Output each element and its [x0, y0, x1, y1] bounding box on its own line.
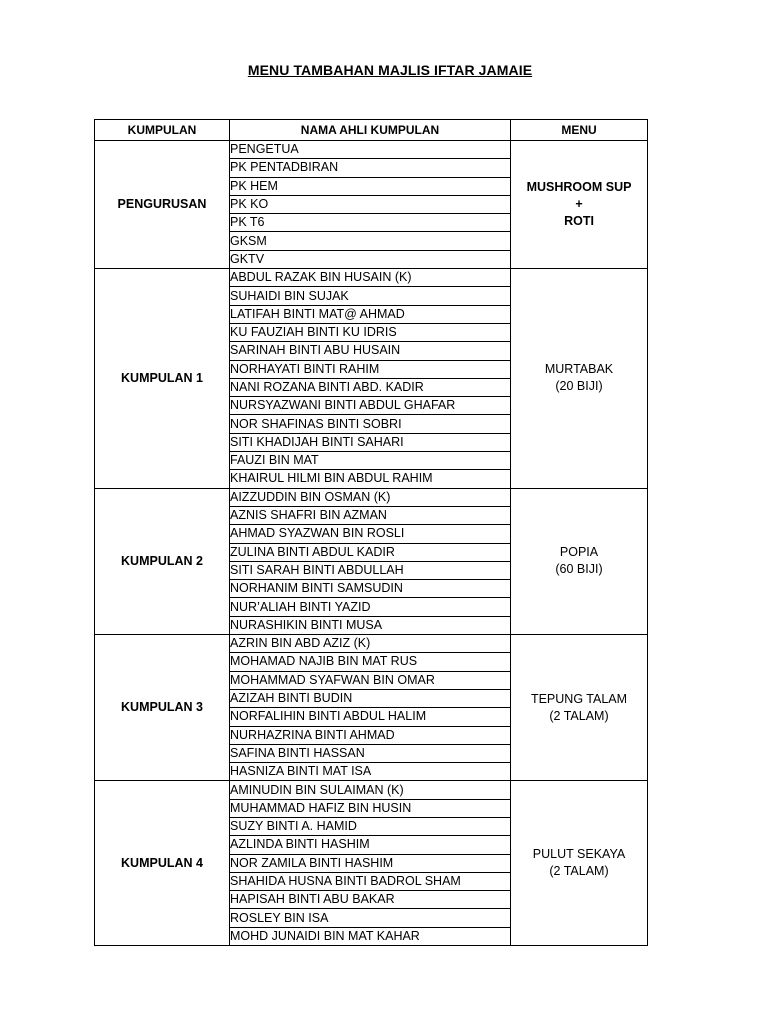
menu-item — [511, 488, 648, 634]
menu-line: PULUT SEKAYA — [532, 847, 626, 862]
member-name: FAUZI BIN MAT — [230, 452, 511, 470]
menu-line: MUSHROOM SUP — [526, 180, 632, 195]
member-name: NORHANIM BINTI SAMSUDIN — [230, 580, 511, 598]
member-name: SITI KHADIJAH BINTI SAHARI — [230, 433, 511, 451]
member-name: AZRIN BIN ABD AZIZ (K) — [230, 635, 511, 653]
member-name: AMINUDIN BIN SULAIMAN (K) — [230, 781, 511, 799]
member-name: AZIZAH BINTI BUDIN — [230, 689, 511, 707]
member-name: SARINAH BINTI ABU HUSAIN — [230, 342, 511, 360]
member-name: PK KO — [230, 195, 511, 213]
member-name: AZNIS SHAFRI BIN AZMAN — [230, 506, 511, 524]
member-name: AZLINDA BINTI HASHIM — [230, 836, 511, 854]
member-name: SAFINA BINTI HASSAN — [230, 744, 511, 762]
member-name: SITI SARAH BINTI ABDULLAH — [230, 561, 511, 579]
member-name: HAPISAH BINTI ABU BAKAR — [230, 891, 511, 909]
member-name: PK HEM — [230, 177, 511, 195]
table-body — [95, 141, 648, 946]
group-name: KUMPULAN 2 — [95, 488, 230, 634]
header-group: KUMPULAN — [95, 120, 230, 141]
member-name: MOHAMMAD SYAFWAN BIN OMAR — [230, 671, 511, 689]
menu-item — [511, 781, 648, 946]
member-name: AHMAD SYAZWAN BIN ROSLI — [230, 525, 511, 543]
menu-table — [94, 119, 648, 946]
menu-item — [511, 141, 648, 269]
member-name: NANI ROZANA BINTI ABD. KADIR — [230, 378, 511, 396]
menu-line: + — [575, 197, 583, 212]
menu-line: TEPUNG TALAM — [530, 691, 628, 706]
member-name: SUHAIDI BIN SUJAK — [230, 287, 511, 305]
table-row — [95, 269, 648, 287]
member-name: PK PENTADBIRAN — [230, 159, 511, 177]
group-name: PENGURUSAN — [95, 141, 230, 269]
member-name: NOR SHAFINAS BINTI SOBRI — [230, 415, 511, 433]
member-name: NURHAZRINA BINTI AHMAD — [230, 726, 511, 744]
group-name: KUMPULAN 3 — [95, 635, 230, 781]
member-name: ZULINA BINTI ABDUL KADIR — [230, 543, 511, 561]
member-name: AIZZUDDIN BIN OSMAN (K) — [230, 488, 511, 506]
menu-line: (60 BIJI) — [555, 562, 603, 577]
header-members: NAMA AHLI KUMPULAN — [230, 120, 511, 141]
member-name: SHAHIDA HUSNA BINTI BADROL SHAM — [230, 872, 511, 890]
member-name: ABDUL RAZAK BIN HUSAIN (K) — [230, 269, 511, 287]
menu-line: POPIA — [559, 545, 599, 560]
member-name: ROSLEY BIN ISA — [230, 909, 511, 927]
member-name: NURSYAZWANI BINTI ABDUL GHAFAR — [230, 397, 511, 415]
member-name: NOR ZAMILA BINTI HASHIM — [230, 854, 511, 872]
member-name: MOHD JUNAIDI BIN MAT KAHAR — [230, 927, 511, 945]
member-name: LATIFAH BINTI MAT@ AHMAD — [230, 305, 511, 323]
member-name: PENGETUA — [230, 141, 511, 159]
member-name: NUR’ALIAH BINTI YAZID — [230, 598, 511, 616]
table-header — [95, 120, 648, 141]
table-row — [95, 635, 648, 653]
menu-line: (20 BIJI) — [555, 379, 603, 394]
member-name: NURASHIKIN BINTI MUSA — [230, 616, 511, 634]
table-row — [95, 488, 648, 506]
header-row — [95, 120, 648, 141]
member-name: MUHAMMAD HAFIZ BIN HUSIN — [230, 799, 511, 817]
table-row — [95, 781, 648, 799]
member-name: NORFALIHIN BINTI ABDUL HALIM — [230, 708, 511, 726]
member-name: MOHAMAD NAJIB BIN MAT RUS — [230, 653, 511, 671]
group-name: KUMPULAN 1 — [95, 269, 230, 489]
menu-line: MURTABAK — [544, 362, 614, 377]
table-row — [95, 141, 648, 159]
member-name: GKTV — [230, 250, 511, 268]
member-name: HASNIZA BINTI MAT ISA — [230, 763, 511, 781]
member-name: KU FAUZIAH BINTI KU IDRIS — [230, 323, 511, 341]
menu-item — [511, 635, 648, 781]
menu-line: (2 TALAM) — [549, 864, 609, 879]
member-name: GKSM — [230, 232, 511, 250]
member-name: NORHAYATI BINTI RAHIM — [230, 360, 511, 378]
header-menu: MENU — [511, 120, 648, 141]
group-name: KUMPULAN 4 — [95, 781, 230, 946]
menu-line: ROTI — [564, 214, 594, 229]
member-name: SUZY BINTI A. HAMID — [230, 817, 511, 835]
document-title: MENU TAMBAHAN MAJLIS IFTAR JAMAIE — [247, 62, 533, 78]
menu-line: (2 TALAM) — [549, 708, 609, 723]
member-name: KHAIRUL HILMI BIN ABDUL RAHIM — [230, 470, 511, 488]
member-name: PK T6 — [230, 214, 511, 232]
menu-item — [511, 269, 648, 489]
